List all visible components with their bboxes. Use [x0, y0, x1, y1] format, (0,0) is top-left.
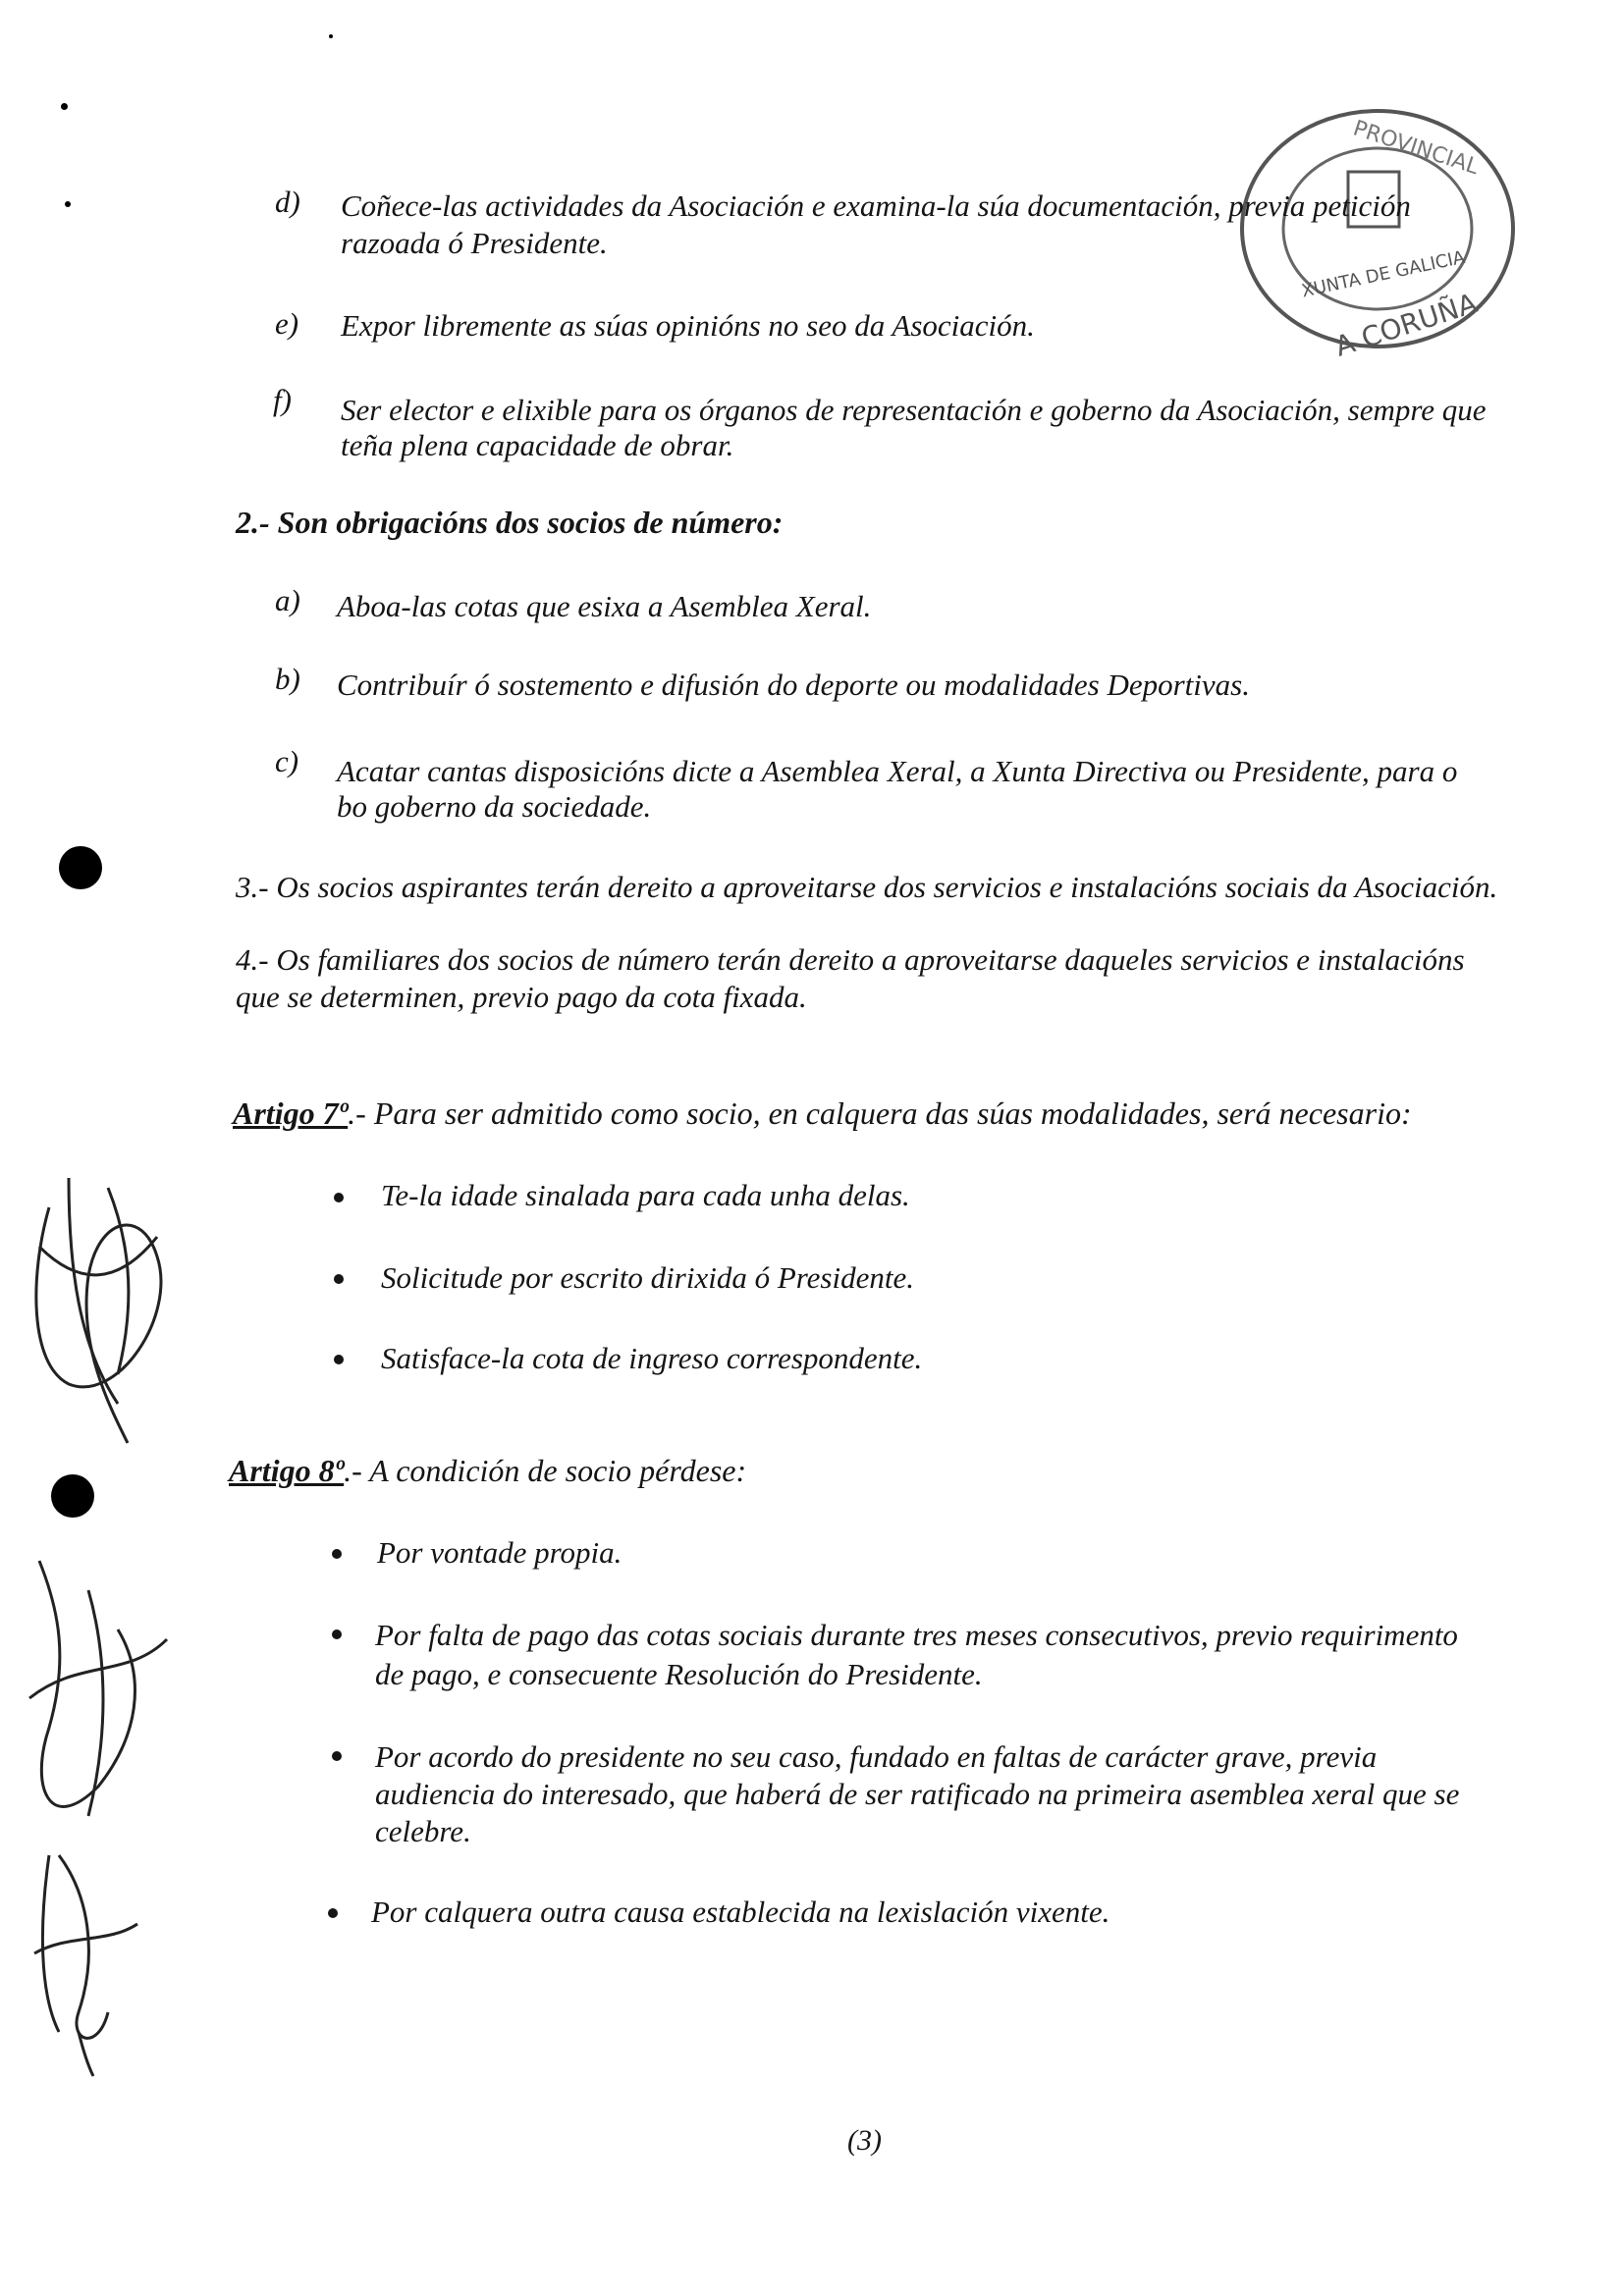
item-letter: d) [275, 185, 300, 219]
punch-hole-top [59, 846, 102, 889]
item-letter: f) [273, 383, 292, 417]
bullet-dot [334, 1193, 344, 1202]
bullet-text: de pago, e consecuente Resolución do Presidente. [375, 1657, 983, 1691]
scan-speck [61, 103, 68, 110]
item-letter: c) [275, 744, 299, 778]
point-4-line: 4.- Os familiares dos socios de número terán dereito a aproveitarse daqueles servicios e instalacións [236, 942, 1465, 977]
point-3-text: 3.- Os socios aspirantes terán dereito a aproveitarse dos servicios e instalacións sociais da Asociación. [236, 870, 1498, 904]
handwritten-signature [10, 1148, 206, 2081]
artigo-8-heading [229, 1453, 746, 1489]
bullet-text: Por falta de pago das cotas sociais durante tres meses consecutivos, previo requirimento [375, 1618, 1458, 1652]
bullet-dot [328, 1908, 338, 1918]
item-letter: e) [275, 306, 299, 341]
item-text-line: Expor libremente as súas opinións no seo da Asociación. [341, 308, 1035, 343]
point-4-line: que se determinen, previo pago da cota fixada. [236, 980, 807, 1014]
bullet-text: Por acordo do presidente no seu caso, fundado en faltas de carácter grave, previa [375, 1739, 1378, 1774]
svg-text:XUNTA DE GALICIA: XUNTA DE GALICIA [1299, 246, 1467, 302]
bullet-dot [334, 1355, 344, 1364]
item-text-line: bo goberno da sociedade. [337, 789, 652, 824]
bullet-text: Por calquera outra causa establecida na lexislación vixente. [371, 1895, 1110, 1929]
bullet-dot [334, 1274, 344, 1284]
item-text-line: Aboa-las cotas que esixa a Asemblea Xeral. [337, 589, 872, 623]
item-text-line: teña plena capacidade de obrar. [341, 428, 734, 462]
item-text-line: Contribuír ó sostemento e difusión do deporte ou modalidades Deportivas. [337, 667, 1250, 702]
artigo-7-text: .- Para ser admitido como socio, en calquera das súas modalidades, será necesario: [348, 1095, 1412, 1131]
artigo-7-heading [233, 1095, 1412, 1132]
svg-text:PROVINCIAL: PROVINCIAL [1350, 116, 1482, 181]
section-heading: 2.- Son obrigacións dos socios de número: [236, 505, 784, 540]
scan-speck [329, 34, 333, 38]
artigo-8-text: .- A condición de socio pérdese: [344, 1453, 747, 1488]
item-letter: b) [275, 662, 300, 696]
bullet-dot [332, 1549, 342, 1559]
bullet-text: Solicitude por escrito dirixida ó Presidente. [381, 1260, 914, 1295]
item-letter: a) [275, 583, 300, 617]
official-stamp [1222, 93, 1542, 378]
bullet-text: audiencia do interesado, que haberá de ser ratificado na primeira asemblea xeral que se [375, 1777, 1460, 1811]
page-number: (3) [847, 2124, 882, 2157]
bullet-text: Te-la idade sinalada para cada unha delas. [381, 1178, 910, 1212]
bullet-text: Por vontade propia. [377, 1535, 622, 1570]
item-text-line: Acatar cantas disposicións dicte a Asemblea Xeral, a Xunta Directiva ou Presidente, para o [337, 754, 1458, 788]
bullet-text: celebre. [375, 1814, 471, 1848]
scan-speck [65, 201, 71, 207]
artigo-7-label: Artigo 7º [233, 1095, 349, 1131]
bullet-dot [332, 1751, 342, 1761]
svg-text:A CORUÑA: A CORUÑA [1330, 287, 1482, 363]
bullet-text: Satisface-la cota de ingreso correspondente. [381, 1341, 923, 1375]
item-text-line: razoada ó Presidente. [341, 226, 608, 260]
artigo-8-label: Artigo 8º [229, 1453, 345, 1488]
bullet-dot [332, 1629, 342, 1639]
item-text-line: Ser elector e elixible para os órganos de representación e goberno da Asociación, sempre que [341, 393, 1487, 427]
item-text-line: Coñece-las actividades da Asociación e examina-la súa documentación, previa petición [341, 188, 1411, 223]
